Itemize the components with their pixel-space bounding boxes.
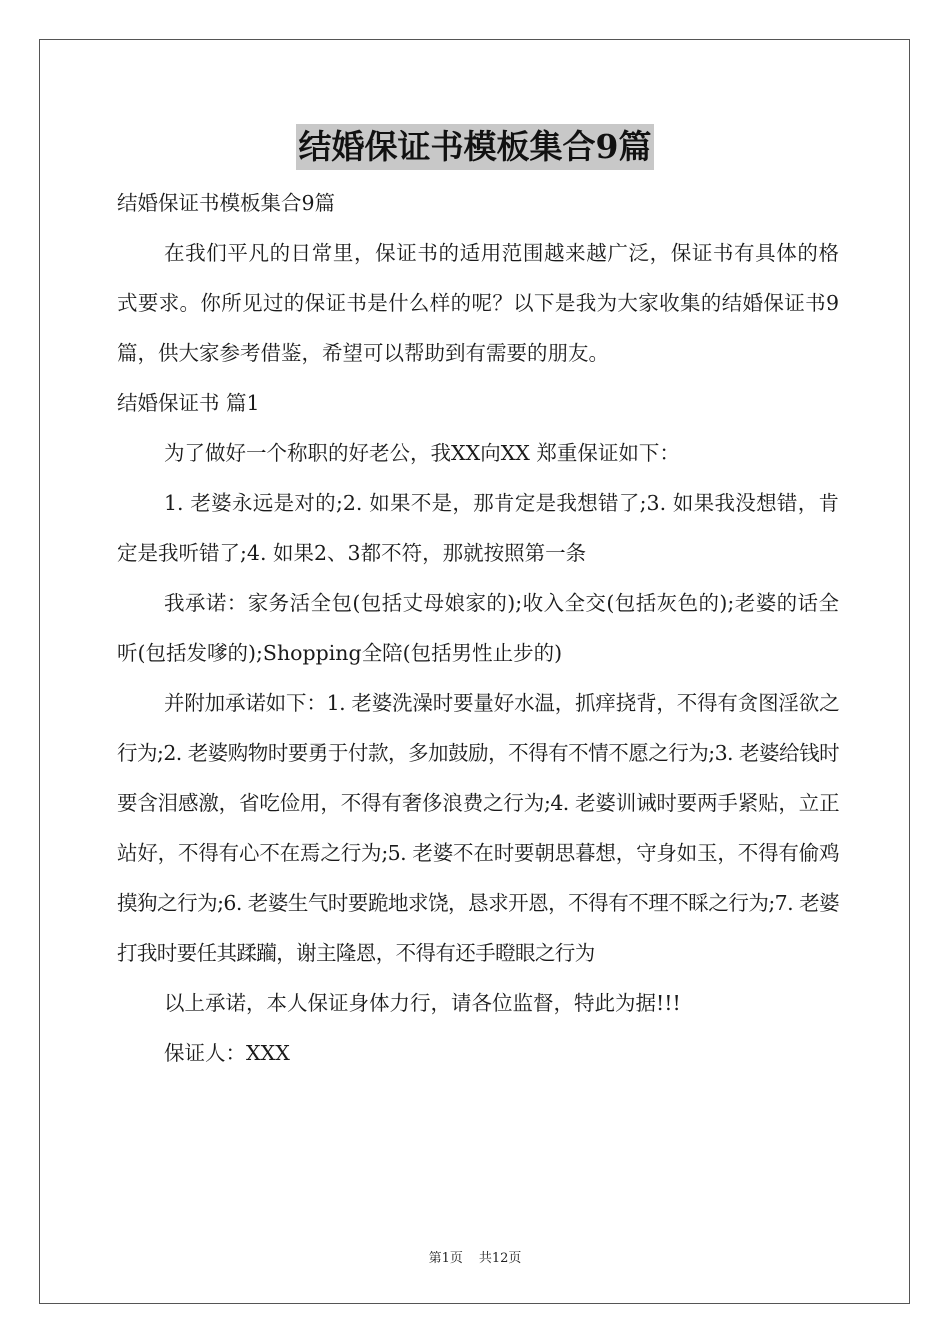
- intro-paragraph: 在我们平凡的日常里，保证书的适用范围越来越广泛，保证书有具体的格式要求。你所见过的保证书是什么样的呢？以下是我为大家收集的结婚保证书9篇，供大家参考借鉴，希望可以帮助到有需要的朋友。: [117, 241, 839, 365]
- page-footer: [0, 1247, 950, 1266]
- page-number-total: 共12页: [478, 1251, 522, 1266]
- page-number-current: 第1页: [428, 1251, 463, 1266]
- commitment-paragraph: 我承诺：家务活全包(包括丈母娘家的);收入全交(包括灰色的);老婆的话全听(包括发嗲的);Shopping全陪(包括男性止步的): [117, 591, 839, 665]
- document-title: 结婚保证书模板集合9篇: [296, 124, 655, 170]
- title-container: [0, 124, 950, 170]
- document-subtitle: 结婚保证书模板集合9篇: [117, 191, 336, 215]
- pledge-opening-paragraph: 为了做好一个称职的好老公，我XX向XX 郑重保证如下：: [164, 441, 680, 465]
- rules-paragraph: 1. 老婆永远是对的;2. 如果不是，那肯定是我想错了;3. 如果我没想错，肯定是我听错了;4. 如果2、3都不符，那就按照第一条: [117, 491, 839, 565]
- document-body: [117, 178, 839, 1078]
- guarantor-line: 保证人：XXX: [164, 1041, 290, 1065]
- section-heading: 结婚保证书 篇1: [117, 391, 260, 415]
- additional-commitment-paragraph: 并附加承诺如下：1. 老婆洗澡时要量好水温，抓痒挠背，不得有贪图淫欲之行为;2. 老婆购物时要勇于付款，多加鼓励，不得有不情不愿之行为;3. 老婆给钱时要含泪感激，省吃俭用，不得有奢侈浪费之行为;4. 老婆训诫时要两手紧贴，立正站好，不得有心不在焉之行为;5. 老婆不在时要朝思暮想，守身如玉，不得有偷鸡摸狗之行为;6. 老婆生气时要跪地求饶，恳求开恩，不得有不理不睬之行为;7. 老婆打我时要任其蹂躏，谢主隆恩，不得有还手瞪眼之行为: [117, 691, 839, 965]
- closing-paragraph: 以上承诺，本人保证身体力行，请各位监督，特此为据!!!: [164, 991, 681, 1015]
